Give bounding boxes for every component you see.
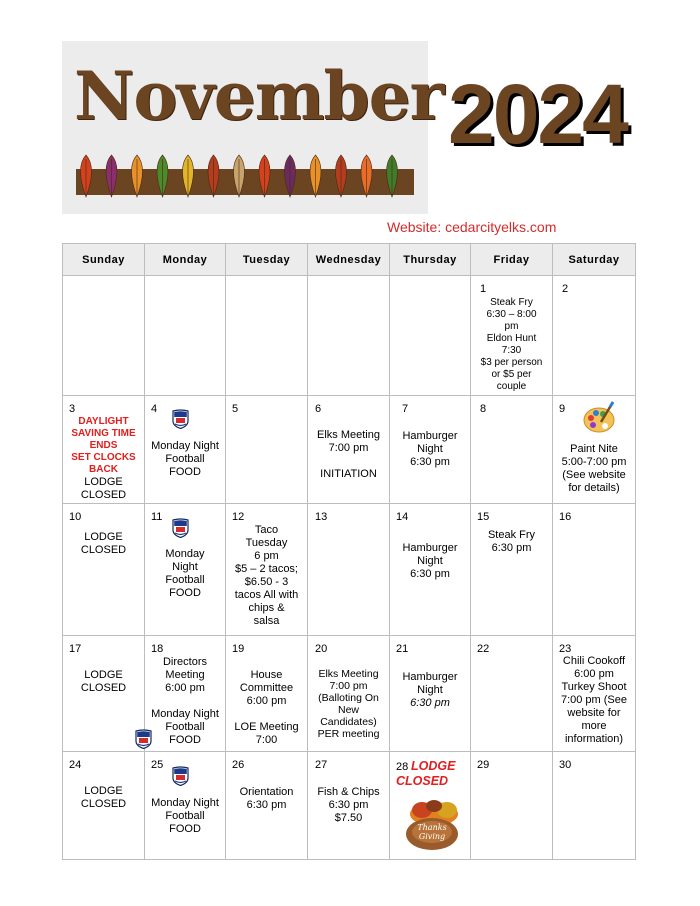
day-cell-9[interactable]	[553, 396, 636, 504]
event-text: Directors Meeting 6:00 pm Monday Night Football FOOD	[151, 656, 219, 746]
event-text: Taco Tuesday 6 pm $5 – 2 tacos; $6.50 - 3 tacos All with chips & salsa	[234, 524, 299, 627]
year-title: 2024	[448, 67, 627, 161]
day-cell-11[interactable]	[145, 504, 226, 636]
lodge-closed-alert-2: CLOSED	[396, 774, 449, 788]
event-text: House Committee 6:00 pm LOE Meeting 7:00	[234, 669, 299, 746]
date-number: 30	[559, 759, 572, 771]
event-text: Monday Night Football FOOD	[165, 548, 205, 599]
date-number: 21	[396, 643, 409, 655]
event-text: Orientation 6:30 pm	[239, 786, 294, 811]
day-cell-10[interactable]	[63, 504, 145, 636]
date-number: 12	[232, 511, 245, 523]
nfl-shield-icon	[172, 766, 189, 786]
event-text: Hamburger Night 6:30 pm	[402, 430, 458, 468]
weekday-sunday: Sunday	[63, 244, 145, 276]
weekday-wednesday: Wednesday	[308, 244, 390, 276]
date-number: 18	[151, 643, 164, 655]
day-cell-1[interactable]	[471, 276, 553, 396]
dst-alert: DAYLIGHT SAVING TIME ENDS SET CLOCKS BACK	[71, 416, 136, 475]
day-cell-30[interactable]	[553, 752, 636, 860]
day-cell-8[interactable]	[471, 396, 553, 504]
day-cell-7[interactable]	[390, 396, 471, 504]
day-cell-15[interactable]	[471, 504, 553, 636]
date-number: 27	[315, 759, 328, 771]
day-cell-19[interactable]	[226, 636, 308, 752]
day-cell-5[interactable]	[226, 396, 308, 504]
date-number: 6	[315, 403, 322, 415]
day-cell-21[interactable]	[390, 636, 471, 752]
day-cell-empty	[63, 276, 145, 396]
event-text: Steak Fry 6:30 – 8:00 pm Eldon Hunt 7:30 $3 per person or $5 per couple	[480, 297, 543, 392]
date-number: 26	[232, 759, 245, 771]
date-number: 24	[69, 759, 82, 771]
day-cell-empty	[308, 276, 390, 396]
day-cell-16[interactable]	[553, 504, 636, 636]
day-cell-22[interactable]	[471, 636, 553, 752]
date-number: 23	[559, 643, 572, 655]
day-cell-6[interactable]	[308, 396, 390, 504]
website-link[interactable]: Website: cedarcityelks.com	[387, 219, 557, 235]
date-number: 16	[559, 511, 572, 523]
nfl-shield-icon	[172, 409, 189, 429]
event-text: Hamburger Night 6:30 pm	[402, 542, 458, 580]
event-text: LODGE CLOSED	[80, 669, 127, 694]
nfl-shield-icon	[135, 729, 152, 749]
date-number: 4	[151, 403, 158, 415]
day-cell-20[interactable]	[308, 636, 390, 752]
day-cell-26[interactable]	[226, 752, 308, 860]
date-number: 3	[69, 403, 76, 415]
day-cell-3[interactable]	[63, 396, 145, 504]
date-number: 1	[480, 283, 487, 295]
autumn-leaves-icon	[74, 151, 414, 203]
day-cell-13[interactable]	[308, 504, 390, 636]
day-cell-24[interactable]	[63, 752, 145, 860]
day-cell-18[interactable]	[145, 636, 226, 752]
weekday-tuesday: Tuesday	[226, 244, 308, 276]
event-text: LODGE CLOSED	[80, 531, 127, 556]
day-cell-27[interactable]	[308, 752, 390, 860]
paint-palette-icon	[581, 400, 617, 436]
event-text: LODGE CLOSED	[80, 785, 127, 810]
event-text: Steak Fry 6:30 pm	[487, 529, 536, 554]
event-text: Monday Night Football FOOD	[151, 797, 219, 835]
month-title: November	[74, 57, 444, 135]
weekday-monday: Monday	[145, 244, 226, 276]
month-banner	[62, 41, 444, 214]
event-text: Fish & Chips 6:30 pm $7.50	[317, 786, 380, 824]
date-number: 10	[69, 511, 82, 523]
date-number: 11	[151, 511, 163, 523]
weekday-thursday: Thursday	[390, 244, 471, 276]
lodge-closed-alert: LODGE	[411, 759, 456, 773]
event-text: Elks Meeting 7:00 pm (Balloting On New Candidates) PER meeting	[317, 668, 380, 740]
svg-text:Giving: Giving	[418, 832, 446, 841]
event-text: Chili Cookoff 6:00 pm Turkey Shoot 7:00 pm (See website for more information)	[560, 655, 628, 745]
day-cell-28[interactable]	[390, 752, 471, 860]
day-cell-empty	[226, 276, 308, 396]
thanksgiving-turkey-icon	[392, 798, 471, 854]
day-cell-14[interactable]	[390, 504, 471, 636]
day-cell-29[interactable]	[471, 752, 553, 860]
calendar-grid	[62, 243, 636, 860]
nfl-shield-icon	[172, 518, 189, 538]
date-number: 28	[396, 761, 409, 773]
date-number: 7	[402, 403, 409, 415]
event-text: Monday Night Football FOOD	[151, 440, 219, 478]
day-cell-17[interactable]	[63, 636, 145, 752]
day-cell-25[interactable]	[145, 752, 226, 860]
day-cell-23[interactable]	[553, 636, 636, 752]
date-number: 19	[232, 643, 245, 655]
date-number: 9	[559, 403, 566, 415]
event-text: Paint Nite 5:00-7:00 pm (See website for details)	[561, 443, 627, 494]
date-number: 29	[477, 759, 490, 771]
event-text: Elks Meeting 7:00 pm INITIATION	[317, 429, 380, 480]
event-text: LODGE CLOSED	[80, 476, 127, 501]
date-number: 8	[480, 403, 487, 415]
date-number: 15	[477, 511, 490, 523]
date-number: 22	[477, 643, 490, 655]
date-number: 14	[396, 511, 409, 523]
date-number: 5	[232, 403, 239, 415]
day-cell-empty	[145, 276, 226, 396]
date-number: 17	[69, 643, 82, 655]
day-cell-4[interactable]	[145, 396, 226, 504]
thanksgiving-badge-text: Thanks	[417, 823, 447, 832]
date-number: 2	[562, 283, 569, 295]
weekday-friday: Friday	[471, 244, 553, 276]
weekday-saturday: Saturday	[553, 244, 636, 276]
event-text: Hamburger Night 6:30 pm	[402, 671, 458, 709]
day-cell-2[interactable]	[553, 276, 636, 396]
date-number: 13	[315, 511, 328, 523]
day-cell-12[interactable]	[226, 504, 308, 636]
date-number: 25	[151, 759, 164, 771]
date-number: 20	[315, 643, 328, 655]
day-cell-empty	[390, 276, 471, 396]
